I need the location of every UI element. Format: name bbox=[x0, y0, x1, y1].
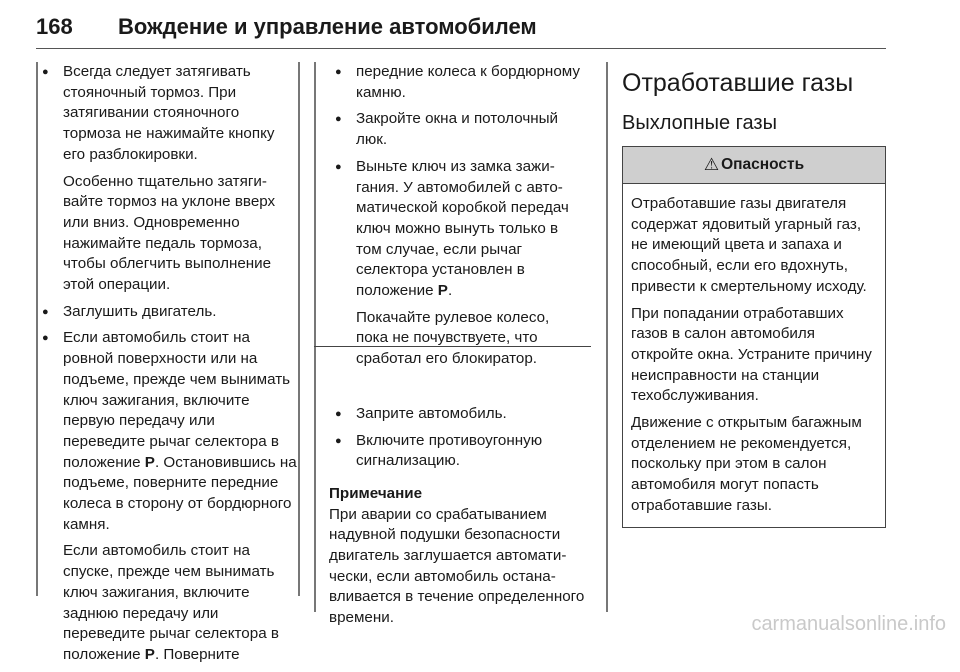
list-item bbox=[36, 302, 298, 323]
gear-p-label: P bbox=[144, 453, 155, 471]
paragraph: ● Всегда следует затягивать стояночный тормоз. При затягивании стояночного тормоза не нажимайте кнопку его разблокировки. bbox=[63, 63, 275, 163]
warning-box bbox=[622, 146, 886, 528]
paragraph: Отработавшие газы двигателя содержат ядовитый угарный газ, не имеющий цвета и запаха и способный, если его вдохнуть, привести к смертельному исходу. bbox=[631, 195, 867, 295]
paragraph: Покачайте рулевое колесо, пока не почувствуете, что сработал его блокиратор. bbox=[356, 308, 550, 368]
warning-title: Опасность bbox=[721, 156, 805, 173]
page-number: 168 bbox=[36, 14, 73, 39]
list-item bbox=[329, 109, 581, 150]
column-rule-right bbox=[606, 62, 608, 612]
warning-body bbox=[623, 184, 885, 527]
list-item bbox=[36, 62, 298, 296]
paragraph: ● Заглушить двигатель. bbox=[63, 302, 217, 320]
paragraph: Если автомобиль стоит на спуске, прежде чем вынимать ключ зажигания, включите заднюю передачу или переведите рычаг селектора в положение P. Поверните bbox=[63, 542, 279, 663]
warning-triangle-icon: ⚠ bbox=[703, 155, 720, 174]
subsection-heading: Выхлопные газы bbox=[622, 112, 777, 134]
column-rule-left bbox=[314, 62, 316, 612]
paragraph: Движение с открытым багажным отделением не рекомендуется, поскольку при этом в салон автомобиля могут попасть отработавшие газы. bbox=[631, 414, 862, 514]
column-2 bbox=[329, 62, 591, 629]
list-item bbox=[36, 328, 298, 665]
page-header bbox=[36, 6, 886, 49]
note-text: При аварии со срабатыванием надувной подушки безопасности двигатель заглушается автоматически, если автомобиль останавливается в течение определенного времени. bbox=[329, 505, 585, 627]
paragraph: ● Включите противоугонную сигнализацию. bbox=[356, 431, 543, 470]
section-heading: Отработавшие газы bbox=[622, 69, 854, 97]
gear-p-label: P bbox=[437, 282, 448, 300]
warning-header bbox=[623, 147, 885, 184]
watermark: carmanualsonline.info bbox=[751, 613, 946, 635]
continued-box bbox=[329, 62, 591, 384]
paragraph: ● передние колеса к бордюрному камню. bbox=[356, 63, 580, 101]
column-3 bbox=[622, 62, 886, 528]
paragraph: ● Заприте автомобиль. bbox=[356, 404, 507, 422]
note-title: Примечание bbox=[329, 484, 423, 502]
paragraph: При попадании отработавших газов в салон автомобиля откройте окна. Устраните причину неисправности на станции техобслуживания. bbox=[631, 304, 872, 405]
list-item bbox=[329, 62, 581, 103]
column-1 bbox=[36, 62, 298, 672]
paragraph: Особенно тщательно затягивайте тормоз на уклоне вверх или вниз. Одновременно нажимайте педаль тормоза, чтобы облегчить выполнение этой операции. bbox=[63, 172, 276, 294]
paragraph: ● Выньте ключ из замка зажигания. У автомобилей с автоматической коробкой передач ключ можно вынуть только в том случае, если рычаг селектора установлен в положение P. bbox=[356, 157, 569, 300]
column-rule-right bbox=[298, 62, 300, 596]
list-item bbox=[329, 431, 591, 472]
paragraph: ● Если автомобиль стоит на ровной поверхности или на подъеме, прежде чем вынимать ключ зажигания, включите первую передачу или переведите рычаг селектора в положение P. Остановившись на подъеме, поверните передние колеса в сторону от бордюрного камня. bbox=[63, 329, 297, 533]
paragraph: ● Закройте окна и потолочный люк. bbox=[356, 110, 559, 149]
list-item bbox=[329, 404, 591, 425]
list-item bbox=[329, 157, 581, 370]
gear-p-label: P bbox=[144, 645, 155, 663]
divider bbox=[314, 346, 591, 347]
chapter-title: Вождение и управление автомобилем bbox=[118, 14, 537, 39]
